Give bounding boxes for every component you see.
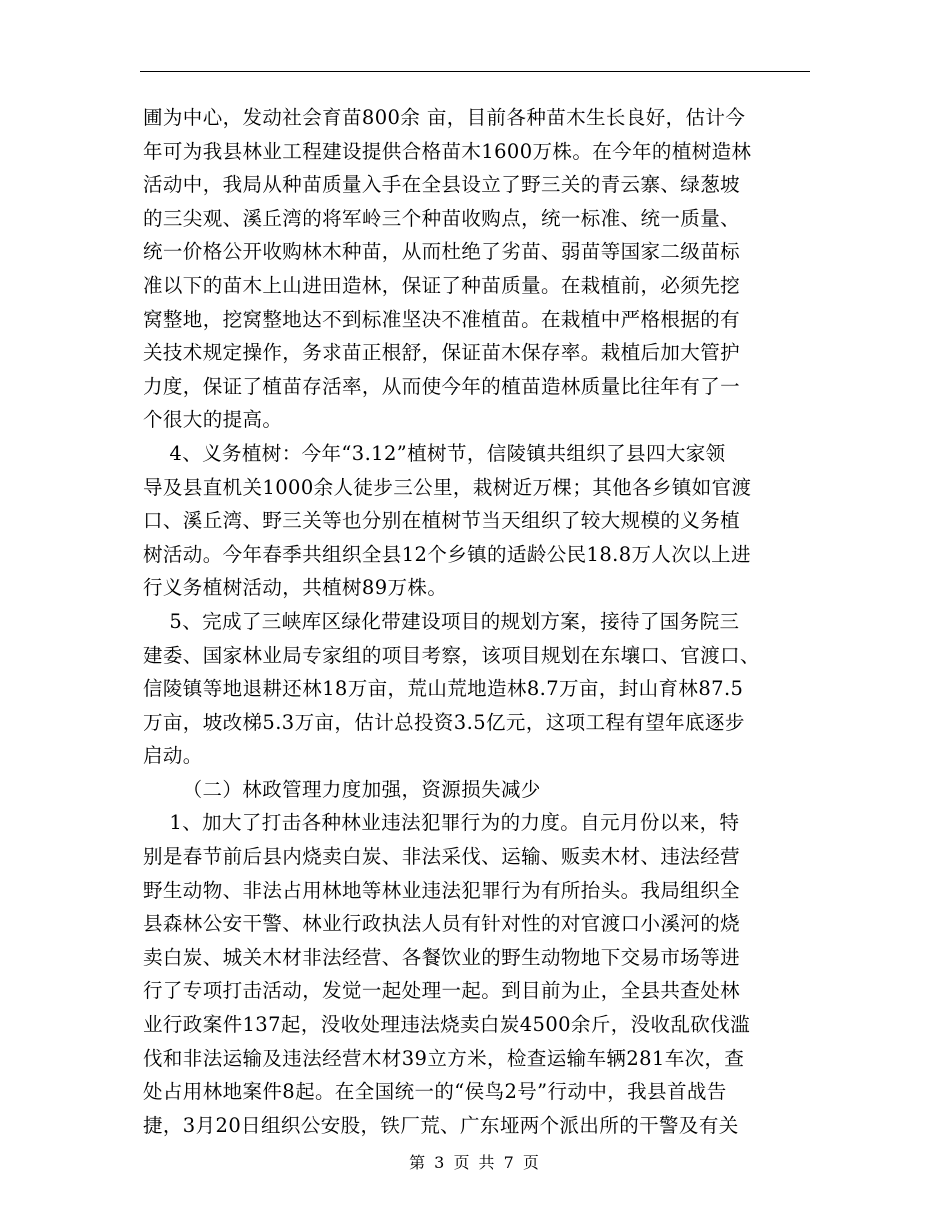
text-line: 野生动物、非法占用林地等林业违法犯罪行为有所抬头。我局组织全 [143,878,741,902]
text-line: 的三尖观、溪丘湾的将军岭三个种苗收购点，统一标准、统一质量、 [143,206,741,230]
text-line: 个很大的提高。 [143,408,283,432]
text-line: 卖白炭、城关木材非法经营、各餐饮业的野生动物地下交易市场等进 [143,945,741,969]
text-line: 别是春节前后县内烧卖白炭、非法采伐、运输、贩卖木材、违法经营 [143,845,741,869]
document-body [143,101,813,1142]
text-line: 建委、国家林业局专家组的项目考察，该项目规划在东壤口、官渡口、 [143,643,760,667]
text-line: 万亩，坡改梯5.3万亩，估计总投资3.5亿元，这项工程有望年底逐步 [143,710,745,734]
page-number-footer: 第 3 页 共 7 页 [409,1153,541,1172]
text-line: 准以下的苗木上山进田造林，保证了种苗质量。在栽植前，必须先挖 [143,273,741,297]
header-rule [140,71,810,72]
text-line: 1、加大了打击各种林业违法犯罪行为的力度。自元月份以来，特 [143,811,740,835]
text-line: 年可为我县林业工程建设提供合格苗木1600万株。在今年的植树造林 [143,139,752,163]
text-line: 树活动。今年春季共组织全县12个乡镇的适龄公民18.8万人次以上进 [143,542,751,566]
text-line: 行义务植树活动，共植树89万株。 [143,576,448,600]
text-line: 处占用林地案件8起。在全国统一的“侯鸟2号”行动中，我县首战告 [143,1080,727,1104]
text-line: 捷，3月20日组织公安股，铁厂荒、广东垭两个派出所的干警及有关 [143,1113,739,1137]
text-line: 4、义务植树：今年“3.12”植树节，信陵镇共组织了县四大家领 [143,441,726,465]
text-line: 业行政案件137起，没收处理违法烧卖白炭4500余斤，没收乱砍伐滥 [143,1013,751,1037]
section-heading: （二）林政管理力度加强，资源损失减少 [143,777,541,801]
text-line: 伐和非法运输及违法经营木材39立方米，检查运输车辆281车次，查 [143,1046,745,1070]
text-line: 活动中，我局从种苗质量入手在全县设立了野三关的青云寨、绿葱坡 [143,173,741,197]
text-line: 信陵镇等地退耕还林18万亩，荒山荒地造林8.7万亩，封山育林87.5 [143,677,744,701]
text-line: 导及县直机关1000余人徒步三公里，栽树近万棵；其他各乡镇如官渡 [143,475,752,499]
text-line: 行了专项打击活动，发觉一起处理一起。到目前为止，全县共查处林 [143,979,741,1003]
text-line: 关技术规定操作，务求苗正根舒，保证苗木保存率。栽植后加大管护 [143,341,741,365]
text-line: 圃为中心，发动社会育苗800余 亩，目前各种苗木生长良好，估计今 [143,106,746,129]
text-line: 口、溪丘湾、野三关等也分别在植树节当天组织了较大规模的义务植 [143,509,741,533]
text-line: 5、完成了三峡库区绿化带建设项目的规划方案，接待了国务院三 [143,609,740,633]
text-line: 窝整地，挖窝整地达不到标准坚决不准植苗。在栽植中严格根据的有 [143,307,741,331]
text-line: 启动。 [143,744,203,768]
text-line: 县森林公安干警、林业行政执法人员有针对性的对官渡口小溪河的烧 [143,912,741,936]
text-line: 统一价格公开收购林木种苗，从而杜绝了劣苗、弱苗等国家二级苗标 [143,240,741,264]
text-line: 力度，保证了植苗存活率，从而使今年的植苗造林质量比往年有了一 [143,374,741,398]
